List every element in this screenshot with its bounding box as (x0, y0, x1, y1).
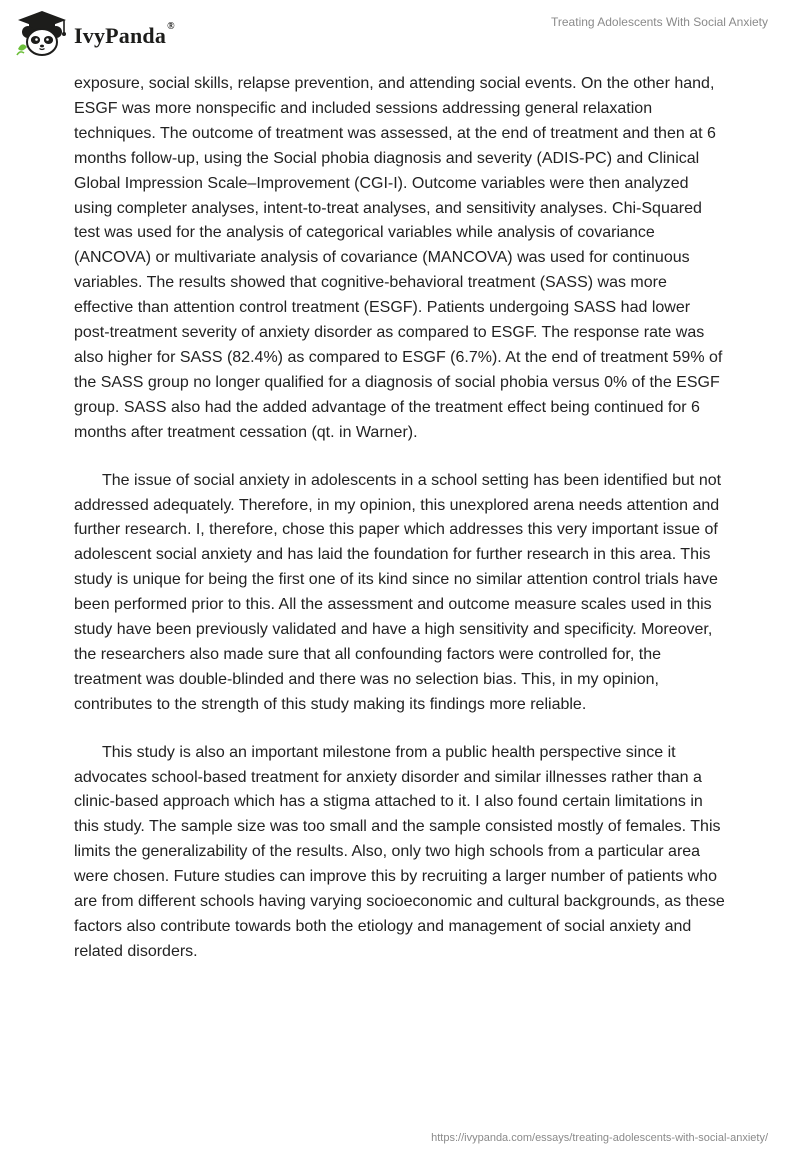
paragraph-1: exposure, social skills, relapse prevention, and attending social events. On the other hand, ESGF was more nonspecific and included sessions addressing general relaxation techniques. The outcome of treatment was assessed, at the end of treatment and then at 6 months follow-up, using the Social phobia diagnosis and severity (ADIS-PC) and Clinical Global Impression Scale–Improvement (CGI-I). Outcome variables were then analyzed using completer analyses, intent-to-treat analyses, and sensitivity analyses. Chi-Squared test was used for the analysis of categorical variables while analysis of covariance (ANCOVA) or multivariate analysis of covariance (MANCOVA) was used for continuous variables. The results showed that cognitive-behavioral treatment (SASS) was more effective than attention control treatment (ESGF). Patients undergoing SASS had lower post-treatment severity of anxiety disorder as compared to ESGF. The response rate was also higher for SASS (82.4%) as compared to ESGF (6.7%). At the end of treatment 59% of the SASS group no longer qualified for a diagnosis of social phobia versus 0% of the ESGF group. SASS also had the added advantage of the treatment effect being continued for 6 months after treatment cessation (qt. in Warner). (74, 75, 723, 441)
document-title: Treating Adolescents With Social Anxiety (551, 15, 768, 29)
essay-body (74, 72, 726, 988)
page-header (0, 0, 800, 70)
registered-mark: ® (167, 21, 175, 32)
source-url-link[interactable]: https://ivypanda.com/essays/treating-adolescents-with-social-anxiety/ (431, 1132, 768, 1144)
brand-logo[interactable] (14, 9, 175, 59)
paragraph-3: This study is also an important milestone from a public health perspective since it advocates school-based treatment for anxiety disorder and similar illnesses rather than a clinic-based approach which has a stigma attached to it. I also found certain limitations in this study. The sample size was too small and the sample consisted mostly of females. This limits the generalizability of the results. Also, only two high schools from a particular area were chosen. Future studies can improve this by recruiting a larger number of patients who are from different schools having varying socioeconomic and cultural backgrounds, as these factors also contribute towards both the etiology and management of social anxiety and related disorders. (74, 743, 725, 960)
brand-name: IvyPanda® (74, 21, 175, 48)
panda-graduate-icon (14, 9, 70, 59)
paragraph-2: The issue of social anxiety in adolescents in a school setting has been identified but not addressed adequately. Therefore, in my opinion, this unexplored arena needs attention and further research. I, therefore, chose this paper which addresses this very important issue of adolescent social anxiety and has laid the foundation for further research in this area. This study is unique for being the first one of its kind since no similar attention control trials have been performed prior to this. All the assessment and outcome measure scales used in this study have been previously validated and have a high sensitivity and specificity. Moreover, the researchers also made sure that all confounding factors were controlled for, the treatment was double-blinded and there was no selection bias. This, in my opinion, contributes to the strength of this study making its findings more reliable. (74, 471, 722, 713)
